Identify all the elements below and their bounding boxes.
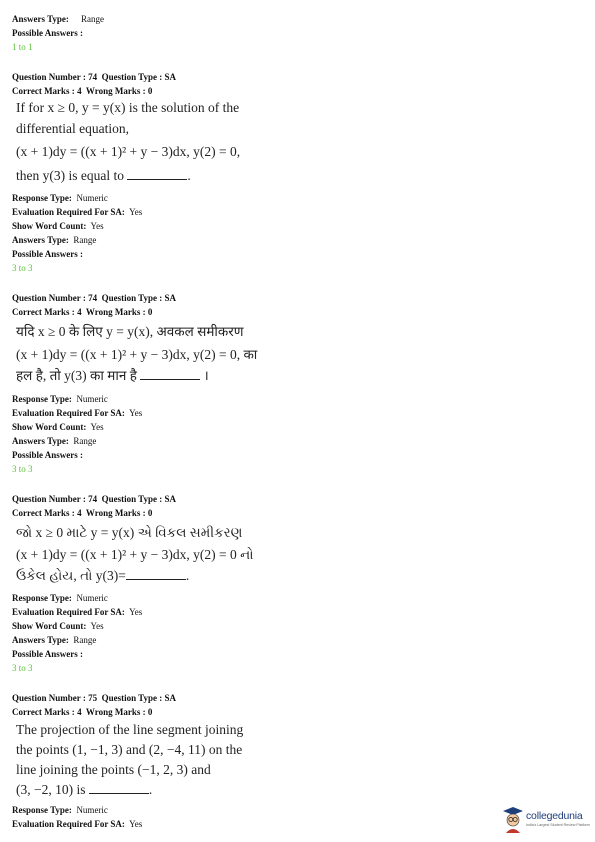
- possible-answers-value: 3 to 3: [12, 663, 33, 673]
- answer-blank: [126, 578, 186, 580]
- answers-type-line: Answers Type: Range: [12, 235, 97, 245]
- marks-line: Correct Marks : 4 Wrong Marks : 0: [12, 307, 153, 317]
- possible-answers-value: 3 to 3: [12, 464, 33, 474]
- evaluation-line: Evaluation Required For SA: Yes: [12, 819, 143, 829]
- question-text-line: ઉકેલ હોય, તો y(3)= .: [16, 568, 190, 583]
- question-text-line: then y(3) is equal to .: [16, 168, 191, 183]
- marks-line: Correct Marks : 4 Wrong Marks : 0: [12, 508, 153, 518]
- question-text-line: (x + 1)dy = ((x + 1)² + y − 3)dx, y(2) = 0, का: [16, 347, 258, 362]
- answers-type-label: Answers Type:: [12, 14, 69, 24]
- possible-answers-value: 3 to 3: [12, 263, 33, 273]
- question-text-line: (3, −2, 10) is .: [16, 782, 153, 797]
- brand-name: collegedunia: [526, 810, 583, 822]
- question-text-line: line joining the points (−1, 2, 3) and: [16, 762, 211, 777]
- question-header: Question Number : 75 Question Type : SA: [12, 693, 177, 703]
- graduate-mascot-icon: [502, 806, 524, 834]
- marks-line: Correct Marks : 4 Wrong Marks : 0: [12, 86, 153, 96]
- question-text-line: differential equation,: [16, 121, 129, 136]
- question-text-line: If for x ≥ 0, y = y(x) is the solution of the: [16, 100, 240, 115]
- word-count-line: Show Word Count: Yes: [12, 422, 104, 432]
- question-text-line: જો x ≥ 0 માટે y = y(x) એ વિકલ સમીકરણ: [16, 525, 243, 540]
- answers-type-value: Range: [81, 14, 104, 24]
- answer-blank: [89, 792, 149, 794]
- evaluation-line: Evaluation Required For SA: Yes: [12, 207, 143, 217]
- answers-type-line: Answers Type: Range: [12, 635, 97, 645]
- answer-blank: [127, 178, 187, 180]
- marks-line: Correct Marks : 4 Wrong Marks : 0: [12, 707, 153, 717]
- evaluation-line: Evaluation Required For SA: Yes: [12, 408, 143, 418]
- answer-blank: [140, 378, 200, 380]
- question-text-line: The projection of the line segment joining: [16, 722, 244, 737]
- possible-answers-label: Possible Answers :: [12, 28, 84, 38]
- brand-tagline: India's Largest Student Review Platform: [526, 823, 590, 827]
- answers-type-line: Answers Type: Range: [12, 436, 97, 446]
- response-type-line: Response Type: Numeric: [12, 593, 108, 603]
- response-type-line: Response Type: Numeric: [12, 394, 108, 404]
- question-text-line: यदि x ≥ 0 के लिए y = y(x), अवकल समीकरण: [16, 324, 244, 339]
- question-text-line: (x + 1)dy = ((x + 1)² + y − 3)dx, y(2) = 0,: [16, 144, 241, 159]
- evaluation-line: Evaluation Required For SA: Yes: [12, 607, 143, 617]
- question-text-line: (x + 1)dy = ((x + 1)² + y − 3)dx, y(2) = 0 નો: [16, 547, 254, 562]
- possible-answers-label: Possible Answers :: [12, 249, 84, 259]
- question-text-line: हल है, तो y(3) का मान है ।: [16, 368, 209, 383]
- possible-answers-label: Possible Answers :: [12, 450, 84, 460]
- question-header: Question Number : 74 Question Type : SA: [12, 293, 177, 303]
- question-header: Question Number : 74 Question Type : SA: [12, 494, 177, 504]
- response-type-line: Response Type: Numeric: [12, 193, 108, 203]
- word-count-line: Show Word Count: Yes: [12, 621, 104, 631]
- possible-answers-value: 1 to 1: [12, 42, 33, 52]
- question-text-line: the points (1, −1, 3) and (2, −4, 11) on the: [16, 742, 243, 757]
- word-count-line: Show Word Count: Yes: [12, 221, 104, 231]
- question-header: Question Number : 74 Question Type : SA: [12, 72, 177, 82]
- possible-answers-label: Possible Answers :: [12, 649, 84, 659]
- collegedunia-logo: [502, 806, 592, 836]
- response-type-line: Response Type: Numeric: [12, 805, 108, 815]
